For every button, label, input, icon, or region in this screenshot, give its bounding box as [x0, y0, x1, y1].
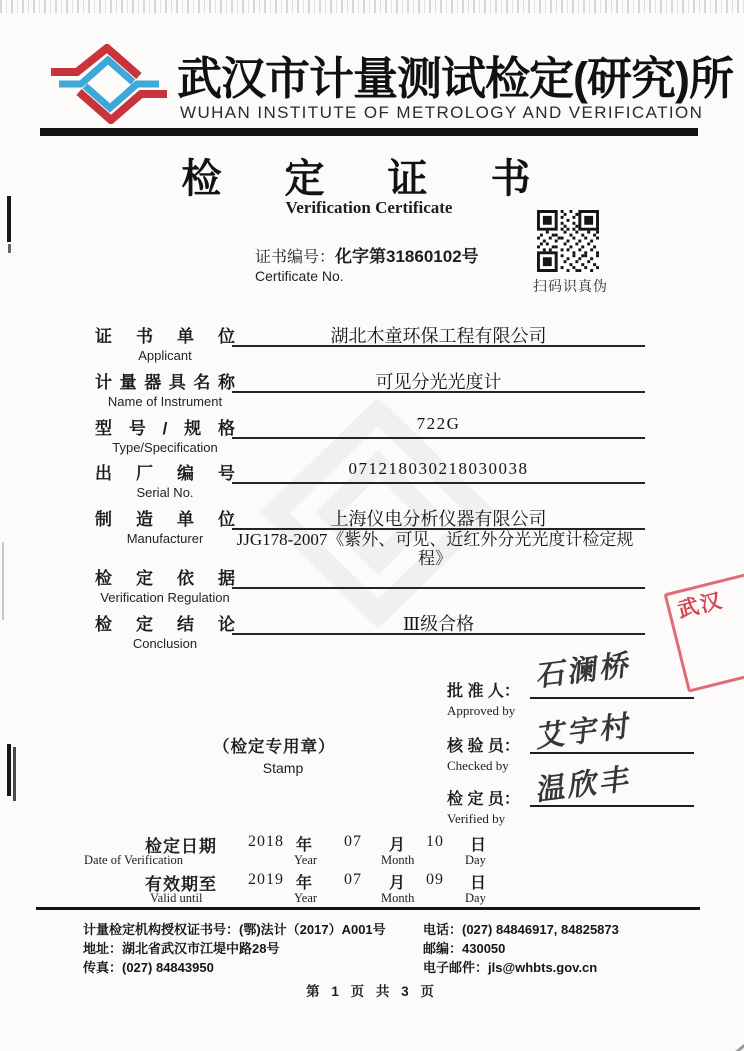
scan-mark	[8, 244, 11, 253]
signature-underline	[530, 752, 694, 754]
month-unit-en: Month	[381, 891, 415, 905]
date-month-value: 07	[344, 871, 362, 888]
date-year-value: 2018	[248, 833, 284, 850]
date-label-cn: 有效期至	[145, 875, 217, 894]
date-row-verification	[0, 832, 744, 872]
date-label-cn: 检定日期	[145, 837, 217, 856]
field-underline	[232, 587, 645, 589]
field-value: 上海仪电分析仪器有限公司	[330, 509, 547, 529]
footer-address: 地址：湖北省武汉市江堤中路28号	[83, 941, 280, 956]
field-row-type-spec	[95, 414, 645, 460]
header-rule	[40, 128, 698, 136]
date-row-valid-until	[0, 870, 744, 910]
field-label-cn: 检定结论	[95, 615, 235, 634]
certificate-no-label-en: Certificate No.	[255, 268, 344, 284]
month-unit-en: Month	[381, 853, 415, 867]
signature-label-cn: 批 准 人：	[447, 683, 520, 700]
day-unit-en: Day	[465, 853, 486, 867]
field-label-en: Conclusion	[132, 636, 198, 651]
signature-label-cn: 检 定 员：	[447, 791, 520, 808]
field-label-cn: 证书单位	[95, 327, 235, 346]
year-unit-en: Year	[294, 891, 318, 905]
page-number: 第 1 页 共 3 页	[306, 984, 438, 999]
field-row-applicant	[95, 322, 645, 368]
field-value: 722G	[416, 414, 461, 433]
field-row-instrument-name	[95, 368, 645, 414]
field-label-cn: 检定依据	[95, 569, 235, 588]
certificate-no-value: 化字第31860102号	[335, 247, 479, 266]
field-value: 湖北木童环保工程有限公司	[330, 326, 547, 346]
field-row-conclusion	[95, 610, 645, 656]
field-label-cn: 出厂编号	[95, 464, 235, 483]
certificate-no-label-cn: 证书编号：	[255, 249, 336, 266]
qr-code	[536, 209, 600, 273]
field-label-en: Verification Regulation	[100, 590, 230, 605]
field-label-en: Applicant	[138, 348, 192, 363]
date-label-en: Valid until	[150, 891, 203, 905]
signature-label-en: Approved by	[447, 703, 516, 718]
field-row-serial-no	[95, 459, 645, 505]
field-value: Ⅲ级合格	[402, 614, 475, 634]
signature-handwriting: 艾宇村	[535, 709, 634, 755]
field-label-cn: 制造单位	[95, 510, 235, 529]
field-label-en: Manufacturer	[126, 531, 204, 546]
signature-label-en: Checked by	[447, 758, 509, 773]
footer-phone: 电话：(027) 84846917, 84825873	[423, 922, 619, 937]
field-underline	[232, 482, 645, 484]
qr-caption: 扫码识真伪	[533, 278, 608, 294]
institute-name-en: WUHAN INSTITUTE OF METROLOGY AND VERIFICATION	[180, 103, 704, 122]
scan-mark	[7, 196, 11, 242]
scan-noise-strip	[0, 0, 744, 13]
red-stamp	[664, 563, 744, 692]
field-value: 071218030218030038	[348, 459, 529, 478]
field-underline	[232, 437, 645, 439]
field-value: JJG178-2007《紫外、可见、近红外分光光度计检定规程》	[236, 530, 634, 568]
signature-label-en: Verified by	[447, 811, 506, 826]
footer-email: 电子邮件：jls@whbts.gov.cn	[423, 960, 598, 975]
year-unit-en: Year	[294, 853, 318, 867]
document-title-cn: 检 定 证 书	[181, 157, 557, 201]
scan-mark	[13, 747, 16, 801]
year-unit: 年	[296, 837, 313, 854]
date-label-en: Date of Verification	[84, 853, 184, 867]
field-label-cn: 计量器具名称	[95, 373, 235, 392]
signature-label-cn: 核 验 员：	[447, 738, 520, 755]
year-unit: 年	[296, 875, 313, 892]
stamp-note-cn: （检定专用章）	[213, 738, 336, 756]
day-unit: 日	[470, 875, 487, 892]
stamp-note-en: Stamp	[262, 760, 304, 776]
signature-underline	[530, 805, 694, 807]
signature-handwriting: 石澜桥	[535, 648, 634, 694]
month-unit: 月	[389, 875, 406, 892]
field-value: 可见分光光度计	[375, 372, 502, 392]
field-label-cn: 型号/规格	[95, 419, 235, 438]
certificate-no	[255, 242, 479, 267]
date-day-value: 09	[426, 871, 444, 888]
signature-handwriting: 温欣丰	[535, 762, 634, 808]
field-label-en: Serial No.	[136, 485, 194, 500]
field-label-en: Type/Specification	[112, 440, 218, 455]
footer-left-column	[83, 920, 386, 977]
scan-mark	[7, 744, 11, 796]
date-year-value: 2019	[248, 871, 284, 888]
date-month-value: 07	[344, 833, 362, 850]
institute-logo	[50, 44, 168, 129]
red-stamp-text: 武汉	[675, 588, 726, 623]
document-title-en: Verification Certificate	[285, 198, 453, 217]
day-unit-en: Day	[465, 891, 486, 905]
footer-fax: 传真：(027) 84843950	[83, 960, 214, 975]
day-unit: 日	[470, 837, 487, 854]
institute-name-cn: 武汉市计量测试检定(研究)所	[177, 53, 733, 104]
date-day-value: 10	[426, 833, 444, 850]
footer-auth-no: 计量检定机构授权证书号：(鄂)法计（2017）A001号	[83, 922, 386, 937]
signature-underline	[530, 697, 694, 699]
month-unit: 月	[389, 837, 406, 854]
scan-mark	[2, 542, 4, 620]
footer-rule	[36, 907, 700, 910]
field-label-en: Name of Instrument	[107, 394, 223, 409]
footer-postcode: 邮编：430050	[423, 941, 506, 956]
footer-right-column	[423, 920, 619, 977]
scan-mark	[714, 1043, 744, 1051]
